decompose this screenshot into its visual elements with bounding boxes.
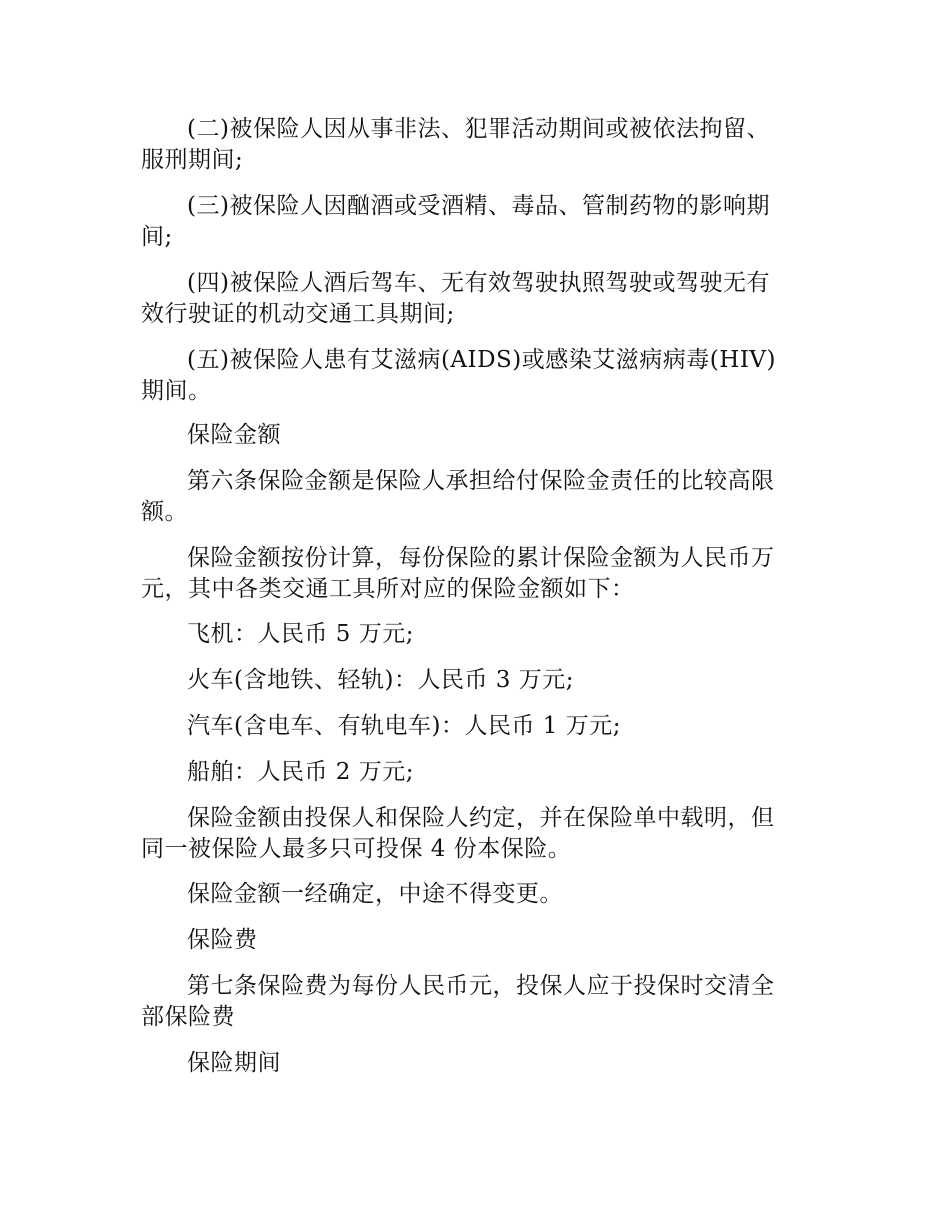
- text-line: 汽车(含电车、有轨电车)：人民币 1 万元;: [187, 713, 621, 739]
- section-heading-premium: [141, 925, 811, 956]
- paragraph-exclusion-2: [141, 114, 811, 176]
- text-line: 船舶：人民币 2 万元;: [187, 759, 415, 785]
- text-line: (五)被保险人患有艾滋病(AIDS)或感染艾滋病病毒(HIV): [187, 347, 776, 373]
- text-line: (四)被保险人酒后驾车、无有效驾驶执照驾驶或驾驶无有: [187, 270, 770, 296]
- text-line: 保险金额按份计算，每份保险的累计保险金额为人民币万: [187, 545, 775, 571]
- text-line: 同一被保险人最多只可投保 4 份本保险。: [141, 836, 572, 862]
- paragraph-exclusion-5: [141, 345, 811, 407]
- text-line: 保险金额一经确定，中途不得变更。: [187, 881, 563, 907]
- paragraph-exclusion-4: [141, 268, 811, 330]
- paragraph-train: [141, 665, 811, 696]
- text-line: 期间。: [141, 378, 212, 404]
- text-line: 保险金额: [187, 422, 281, 448]
- paragraph-airplane: [141, 619, 811, 650]
- text-line: 间;: [141, 224, 173, 250]
- paragraph-article-6: [141, 466, 811, 528]
- text-line: 飞机：人民币 5 万元;: [187, 621, 415, 647]
- text-line: 火车(含地铁、轻轨)：人民币 3 万元;: [187, 667, 574, 693]
- text-line: 服刑期间;: [141, 147, 244, 173]
- text-line: 效行驶证的机动交通工具期间;: [141, 301, 455, 327]
- text-line: (二)被保险人因从事非法、犯罪活动期间或被依法拘留、: [187, 116, 770, 142]
- section-heading-sum-insured: [141, 420, 811, 451]
- paragraph-article-7: [141, 971, 811, 1033]
- section-heading-insurance-period: [141, 1048, 811, 1079]
- paragraph-sum-by-unit: [141, 543, 811, 605]
- paragraph-bus: [141, 711, 811, 742]
- text-line: 额。: [141, 499, 188, 525]
- paragraph-agreement: [141, 803, 811, 865]
- paragraph-ship: [141, 757, 811, 788]
- paragraph-exclusion-3: [141, 191, 811, 253]
- text-line: 元，其中各类交通工具所对应的保险金额如下：: [141, 576, 635, 602]
- text-line: (三)被保险人因酗酒或受酒精、毒品、管制药物的影响期: [187, 193, 770, 219]
- text-line: 保险期间: [187, 1050, 281, 1076]
- text-line: 保险费: [187, 927, 258, 953]
- text-line: 第六条保险金额是保险人承担给付保险金责任的比较高限: [187, 468, 775, 494]
- text-line: 保险金额由投保人和保险人约定，并在保险单中载明，但: [187, 805, 775, 831]
- paragraph-no-change: [141, 879, 811, 910]
- text-line: 部保险费: [141, 1004, 235, 1030]
- text-line: 第七条保险费为每份人民币元，投保人应于投保时交清全: [187, 973, 775, 999]
